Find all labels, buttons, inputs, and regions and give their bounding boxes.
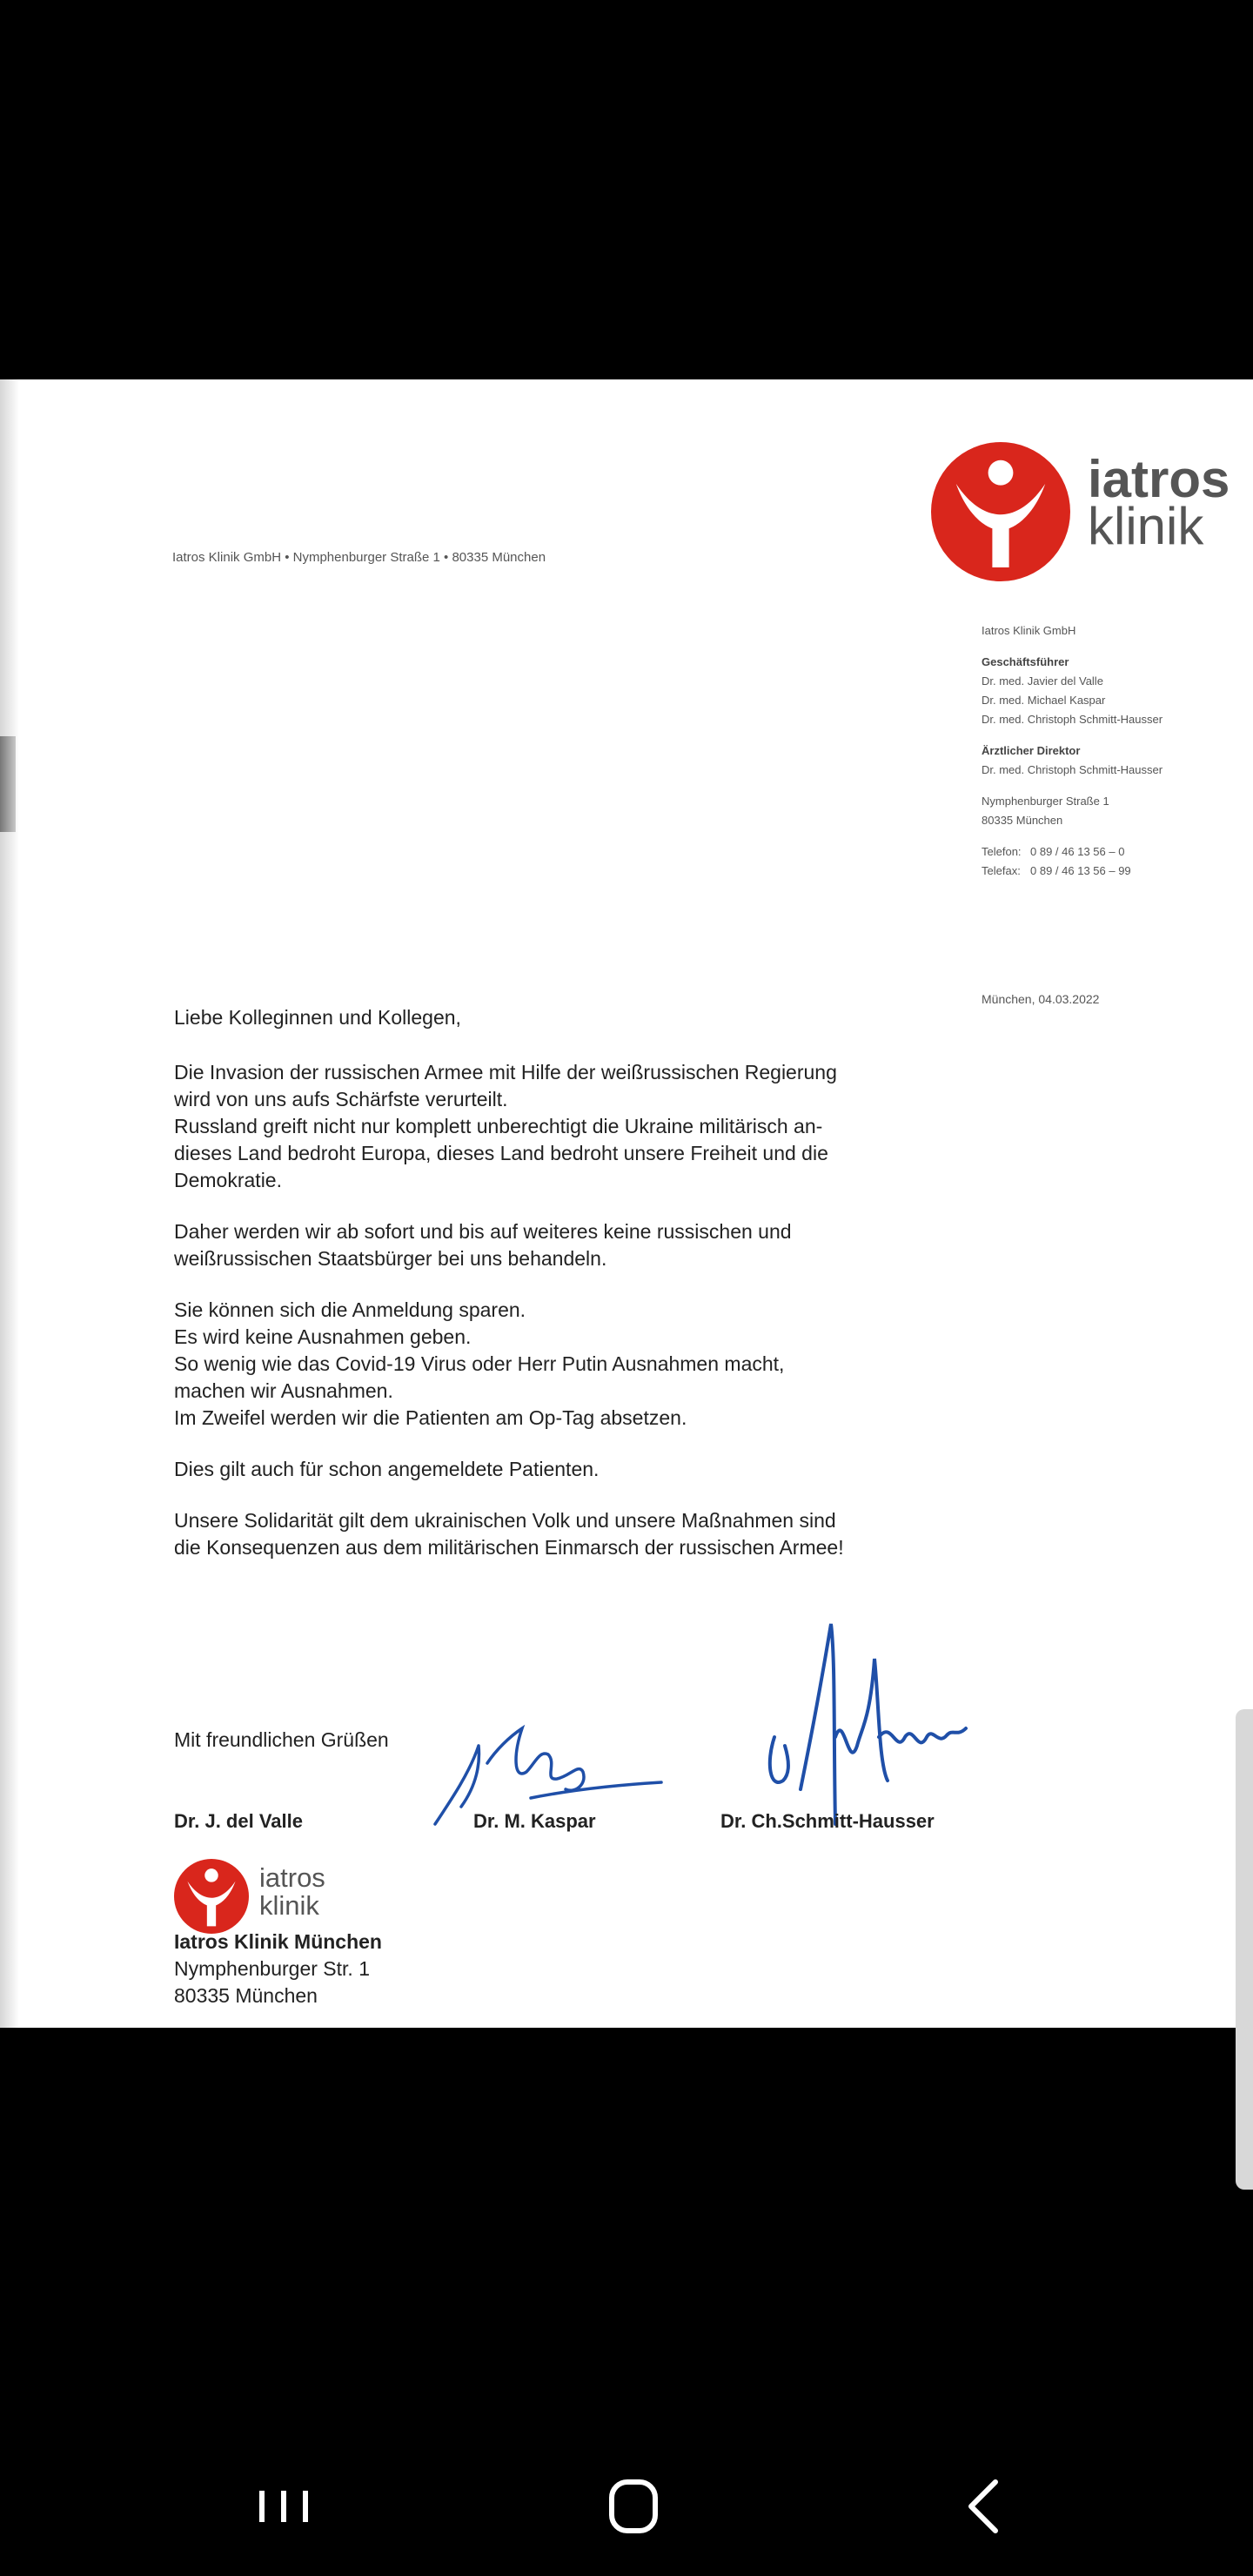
footer-logo-text (259, 1864, 325, 1920)
fax-row (982, 862, 1243, 881)
paragraph-line: Daher werden wir ab sofort und bis auf weiteres keine russischen und (174, 1220, 792, 1243)
edge-panel-handle[interactable] (1236, 1709, 1253, 2190)
footer-address (174, 1929, 382, 2009)
paragraph-2 (174, 1218, 975, 1272)
paragraph-line: Russland greift nicht nur komplett unberechtigt die Ukraine militärisch an- (174, 1115, 823, 1137)
address-street: Nymphenburger Str. 1 (174, 1957, 371, 1980)
logo-line-1: iatros (1088, 450, 1230, 508)
clinic-logo-text (1088, 450, 1230, 555)
page-edge-mark (0, 736, 16, 832)
management-heading: Geschäftsführer (982, 655, 1069, 668)
sidebar-city: 80335 München (982, 814, 1063, 827)
paragraph-line: Es wird keine Ausnahmen geben. (174, 1325, 472, 1348)
paragraph-5 (174, 1507, 975, 1561)
fax-number: 0 89 / 46 13 56 – 99 (1030, 864, 1131, 877)
paragraph-line: wird von uns aufs Schärfste verurteilt. (174, 1088, 508, 1110)
salutation: Liebe Kolleginnen und Kollegen, (174, 1006, 461, 1029)
signature-schmitt-hausser (748, 1607, 975, 1833)
address-name: Iatros Klinik München (174, 1930, 382, 1953)
paragraph-1 (174, 1059, 975, 1194)
paragraph-line: dieses Land bedroht Europa, dieses Land bedroht unsere Freiheit und die (174, 1142, 828, 1164)
paragraph-line: weißrussischen Staatsbürger bei uns behandeln. (174, 1247, 607, 1270)
footer-logo-line-1: iatros (259, 1862, 325, 1893)
clinic-logo-icon (931, 442, 1070, 581)
signatory-1: Dr. J. del Valle (174, 1810, 303, 1832)
manager-2: Dr. med. Michael Kaspar (982, 694, 1106, 707)
fax-label: Telefax: (982, 864, 1021, 877)
director-name: Dr. med. Christoph Schmitt-Hausser (982, 763, 1163, 776)
director-heading: Ärztlicher Direktor (982, 744, 1081, 757)
paragraph-line: Sie können sich die Anmeldung sparen. (174, 1298, 526, 1321)
paragraph-line: Dies gilt auch für schon angemeldete Patienten. (174, 1458, 600, 1480)
paragraph-line: Im Zweifel werden wir die Patienten am Op-Tag absetzen. (174, 1406, 687, 1429)
letter-body (174, 1004, 975, 1586)
paragraph-line: Die Invasion der russischen Armee mit Hilfe der weißrussischen Regierung (174, 1061, 837, 1083)
phone-row (982, 842, 1243, 862)
paragraph-3 (174, 1297, 975, 1432)
address-city: 80335 München (174, 1984, 318, 2007)
letterhead-sidebar (982, 621, 1243, 881)
footer-logo-line-2: klinik (259, 1890, 319, 1921)
signatory-2: Dr. M. Kaspar (473, 1810, 596, 1832)
back-icon[interactable] (941, 2472, 1029, 2541)
paragraph-4 (174, 1456, 975, 1483)
page-edge-shadow (0, 379, 19, 2028)
recent-apps-icon[interactable] (240, 2472, 327, 2541)
paragraph-line: Demokratie. (174, 1169, 282, 1191)
android-navigation-bar (0, 2437, 1253, 2576)
signatory-3: Dr. Ch.Schmitt-Hausser (720, 1810, 935, 1832)
footer-logo-icon (174, 1859, 249, 1934)
home-icon[interactable] (590, 2472, 677, 2541)
letter-document (0, 379, 1253, 2028)
phone-number: 0 89 / 46 13 56 – 0 (1030, 845, 1125, 858)
closing-greeting: Mit freundlichen Grüßen (174, 1728, 389, 1751)
logo-line-2: klinik (1088, 497, 1204, 555)
phone-label: Telefon: (982, 845, 1022, 858)
manager-3: Dr. med. Christoph Schmitt-Hausser (982, 713, 1163, 726)
paragraph-line: die Konsequenzen aus dem militärischen Einmarsch der russischen Armee! (174, 1536, 844, 1559)
letter-date: München, 04.03.2022 (982, 992, 1100, 1006)
manager-1: Dr. med. Javier del Valle (982, 674, 1103, 688)
sender-address-line: Iatros Klinik GmbH • Nymphenburger Straße 1 • 80335 München (172, 550, 546, 565)
paragraph-line: machen wir Ausnahmen. (174, 1379, 393, 1402)
paragraph-line: Unsere Solidarität gilt dem ukrainischen Volk und unsere Maßnahmen sind (174, 1509, 836, 1532)
paragraph-line: So wenig wie das Covid-19 Virus oder Herr Putin Ausnahmen macht, (174, 1352, 785, 1375)
company-name: Iatros Klinik GmbH (982, 624, 1076, 637)
sidebar-street: Nymphenburger Straße 1 (982, 795, 1109, 808)
